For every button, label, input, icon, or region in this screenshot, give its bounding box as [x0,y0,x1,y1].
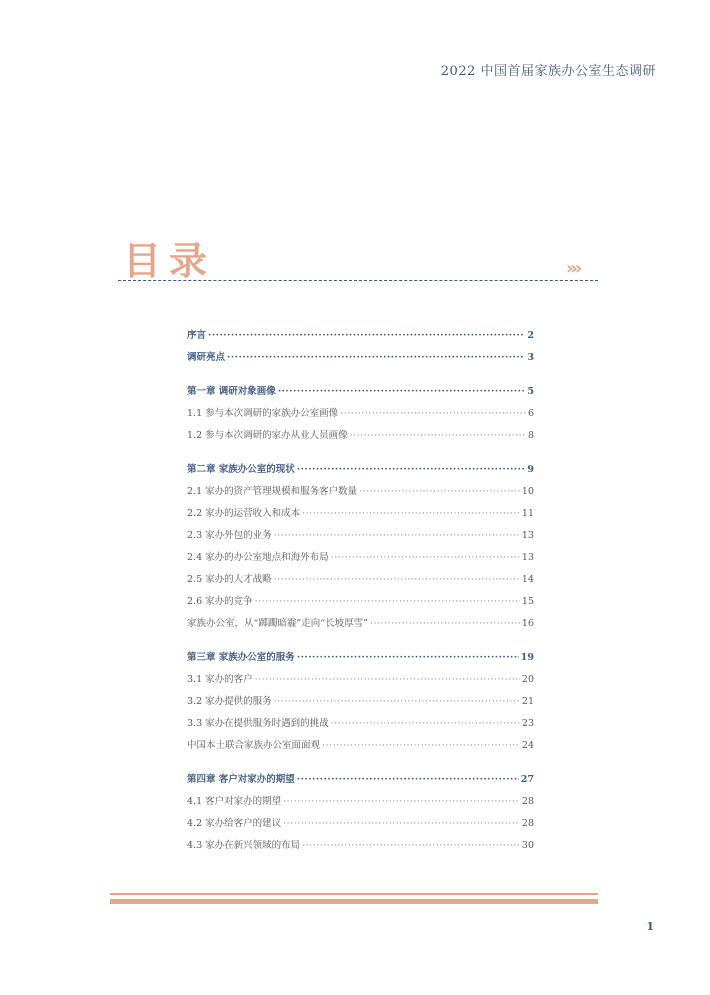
toc-entry-label: 4.2 家办给客户的建议 [187,818,282,829]
toc-entry-label: 序言 [187,330,207,341]
toc-entry-label: 第四章 客户对家办的期望 [187,774,295,785]
document-header-title: 2022 中国首届家族办公室生态调研 [440,64,656,79]
toc-entry-label: 第一章 调研对象画像 [187,386,276,397]
toc-entry-label: 3.1 家办的客户 [187,674,253,685]
toc-entry-label: 2.2 家办的运营收入和成本 [187,508,301,519]
toc-entry-label: 1.1 参与本次调研的家族办公室画像 [187,408,339,419]
page-number: 1 [646,920,654,933]
toc-entry-page: 9 [527,464,534,475]
toc-entry-page: 28 [521,818,534,829]
toc-dot-leader [255,596,520,607]
toc-section-entry[interactable] [187,427,534,449]
toc-section-entry[interactable] [187,593,534,615]
toc-group-spacer [187,759,534,771]
toc-dot-leader [370,618,520,629]
toc-entry-label: 3.3 家办在提供服务时遇到的挑战 [187,718,329,729]
toc-entry-label: 中国本土联合家族办公室面面观 [187,740,321,751]
toc-entry-page: 16 [521,618,534,629]
toc-entry-label: 2.4 家办的办公室地点和海外布局 [187,552,329,563]
toc-group-spacer [187,637,534,649]
toc-entry-label: 家族办公室，从“踯躅暗霾”走向“长坡厚雪” [187,618,368,629]
toc-entry-page: 13 [521,552,534,563]
toc-entry-label: 3.2 家办提供的服务 [187,696,272,707]
toc-dot-leader [322,740,520,751]
toc-group-spacer [187,371,534,383]
toc-dot-leader [227,352,525,363]
toc-entry-page: 3 [527,352,534,363]
toc-entry-page: 15 [521,596,534,607]
toc-dot-leader [359,486,520,497]
table-of-contents [187,327,534,859]
toc-entry-page: 13 [521,530,534,541]
heading-divider [118,280,598,281]
toc-entry-label: 第三章 家族办公室的服务 [187,652,295,663]
toc-section-entry[interactable] [187,793,534,815]
toc-section-entry[interactable] [187,737,534,759]
toc-dot-leader [255,674,520,685]
toc-entry-page: 28 [521,796,534,807]
toc-section-entry[interactable] [187,527,534,549]
toc-dot-leader [297,652,519,663]
toc-dot-leader [208,330,525,341]
toc-chapter-entry[interactable] [187,349,534,371]
toc-chapter-entry[interactable] [187,649,534,671]
toc-dot-leader [297,774,519,785]
toc-dot-leader [274,530,520,541]
toc-dot-leader [302,840,520,851]
toc-dot-leader [274,574,520,585]
toc-entry-page: 6 [527,408,534,419]
toc-entry-label: 4.3 家办在新兴领域的布局 [187,840,301,851]
toc-entry-page: 21 [521,696,534,707]
toc-section-entry[interactable] [187,615,534,637]
toc-dot-leader [278,386,526,397]
toc-section-entry[interactable] [187,571,534,593]
toc-entry-label: 2.3 家办外包的业务 [187,530,272,541]
chevrons-right-icon: ››› [566,258,580,279]
toc-chapter-entry[interactable] [187,327,534,349]
toc-section-entry[interactable] [187,715,534,737]
footer-divider-thin [110,893,598,895]
toc-entry-label: 2.6 家办的竞争 [187,596,253,607]
toc-entry-label: 1.2 参与本次调研的家办从业人员画像 [187,430,348,441]
toc-dot-leader [297,464,526,475]
toc-heading: 目录 [123,239,216,283]
toc-entry-label: 第二章 家族办公室的现状 [187,464,295,475]
toc-entry-page: 30 [521,840,534,851]
toc-entry-page: 23 [521,718,534,729]
toc-section-entry[interactable] [187,815,534,837]
toc-entry-page: 20 [521,674,534,685]
toc-chapter-entry[interactable] [187,383,534,405]
toc-dot-leader [331,552,520,563]
toc-section-entry[interactable] [187,549,534,571]
toc-dot-leader [274,696,520,707]
toc-group-spacer [187,449,534,461]
toc-section-entry[interactable] [187,837,534,859]
toc-entry-label: 2.1 家办的资产管理规模和服务客户数量 [187,486,358,497]
toc-entry-page: 8 [527,430,534,441]
footer-divider-thick [110,899,598,904]
toc-section-entry[interactable] [187,405,534,427]
toc-entry-label: 调研亮点 [187,352,226,363]
toc-entry-page: 14 [521,574,534,585]
toc-entry-page: 10 [521,486,534,497]
toc-dot-leader [283,796,520,807]
toc-entry-page: 19 [520,652,534,663]
toc-entry-label: 4.1 客户对家办的期望 [187,796,282,807]
toc-dot-leader [302,508,520,519]
toc-dot-leader [340,408,526,419]
toc-section-entry[interactable] [187,671,534,693]
toc-dot-leader [350,430,526,441]
toc-entry-page: 24 [521,740,534,751]
toc-chapter-entry[interactable] [187,771,534,793]
toc-section-entry[interactable] [187,483,534,505]
toc-section-entry[interactable] [187,505,534,527]
toc-dot-leader [283,818,520,829]
toc-chapter-entry[interactable] [187,461,534,483]
toc-entry-label: 2.5 家办的人才战略 [187,574,272,585]
toc-section-entry[interactable] [187,693,534,715]
toc-entry-page: 5 [527,386,534,397]
toc-entry-page: 27 [520,774,534,785]
toc-entry-page: 11 [521,508,534,519]
toc-dot-leader [331,718,520,729]
toc-entry-page: 2 [527,330,534,341]
